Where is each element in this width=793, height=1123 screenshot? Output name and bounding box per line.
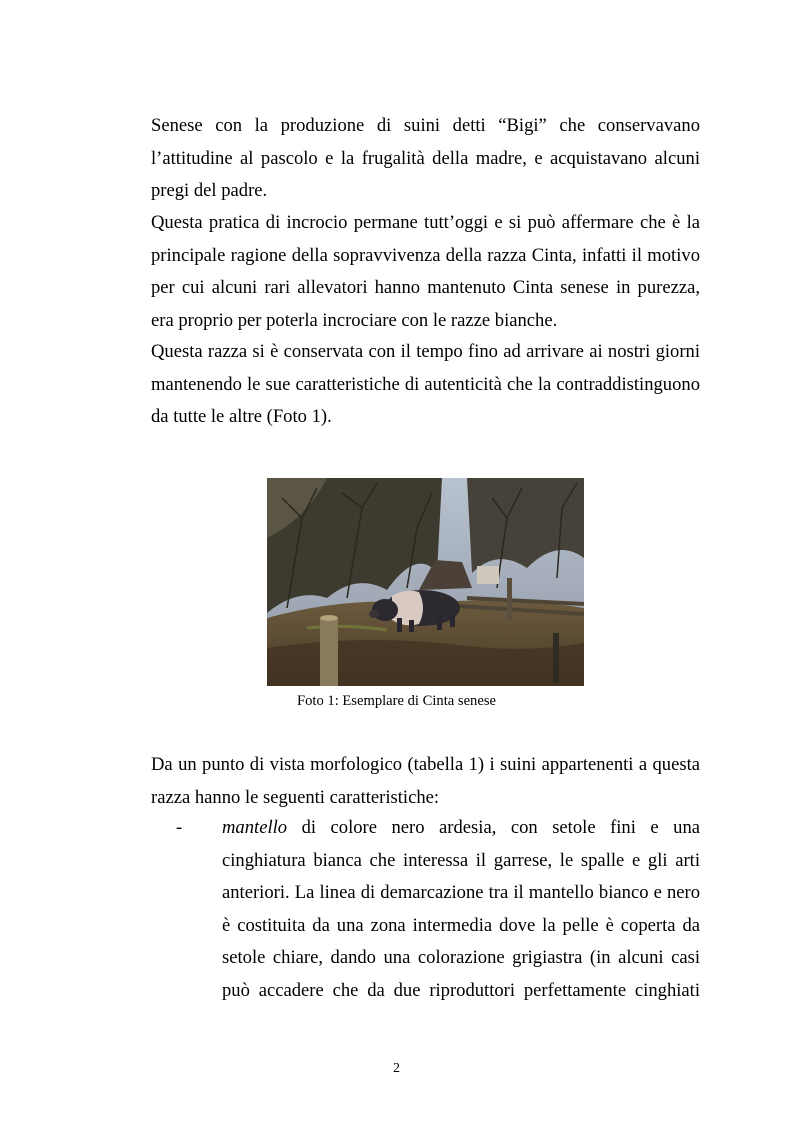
text-line: mantenendo le sue caratteristiche di autenticità che la contraddistinguono [151,373,700,395]
text-line: Questa razza si è conservata con il tempo fino ad arrivare ai nostri giorni [151,341,700,362]
paragraph-2 [151,207,700,337]
text-line: Questa pratica di incrocio permane tutt’oggi e si può affermare che è la [151,212,700,233]
list-item-term: mantello [222,817,288,838]
text-line: anteriori. La linea di demarcazione tra il mantello bianco e nero [222,882,700,903]
text-line: può accadere che da due riproduttori perfettamente cinghiati [222,979,700,1001]
text-line: era proprio per poterla incrociare con le razze bianche. [151,309,558,331]
list-item-first-line: di colore nero ardesia, con setole fini e una [287,817,700,838]
list-bullet: - [176,817,183,838]
text-line: razza hanno le seguenti caratteristiche: [151,786,440,808]
page-number: 2 [393,1061,400,1076]
paragraph-4 [151,749,700,814]
text-line [222,812,700,845]
text-line: Senese con la produzione di suini detti “Bigi” che conservavano [151,115,700,136]
text-line: è costituita da una zona intermedia dove la pelle è coperta da [222,914,700,936]
pig-photo [267,478,584,686]
text-line: per cui alcuni rari allevatori hanno mantenuto Cinta senese in purezza, [151,277,700,298]
text-line: principale ragione della sopravvivenza della razza Cinta, infatti il motivo [151,244,700,266]
text-line: pregi del padre. [151,180,268,201]
text-line: l’attitudine al pascolo e la frugalità della madre, e acquistavano alcuni [151,147,700,169]
text-line: da tutte le altre (Foto 1). [151,406,332,427]
text-line: Da un punto di vista morfologico (tabella 1) i suini appartenenti a questa [151,754,700,775]
text-line: cinghiatura bianca che interessa il garrese, le spalle e gli arti [222,849,700,871]
list-item [222,812,700,1007]
paragraph-3 [151,336,700,434]
text-line: setole chiare, dando una colorazione grigiastra (in alcuni casi [222,947,700,968]
photo-caption: Foto 1: Esemplare di Cinta senese [296,693,496,709]
paragraph-1 [151,110,700,208]
